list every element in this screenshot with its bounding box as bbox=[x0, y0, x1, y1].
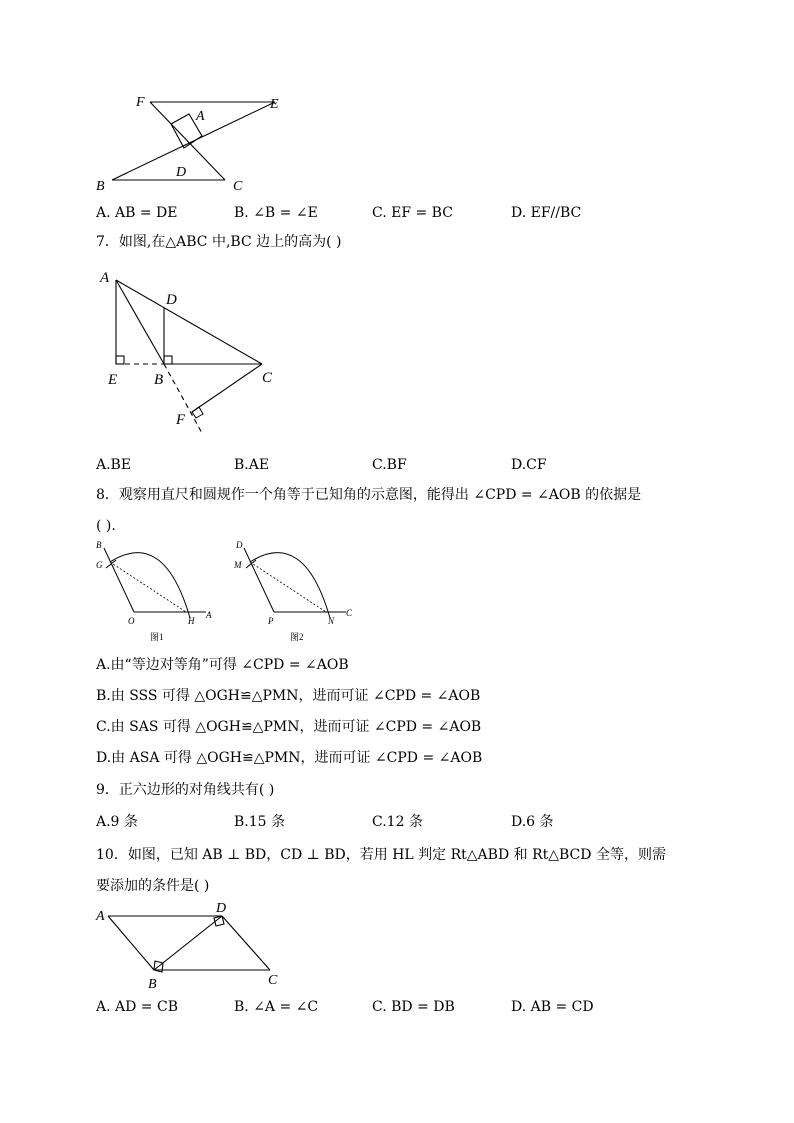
fig8-2-label-C: C bbox=[346, 608, 353, 618]
q10-stem-line1: 10．如图，已知 AB ⊥ BD，CD ⊥ BD，若用 HL 判定 Rt△ABD 和 Rt△BCD 全等，则需 bbox=[96, 847, 666, 863]
q9-option-d: D.6 条 bbox=[511, 814, 554, 830]
q9-option-c: C.12 条 bbox=[372, 814, 423, 830]
fig8-1-label-O: O bbox=[128, 616, 135, 626]
fig6-label-D: D bbox=[176, 165, 187, 180]
fig8-1-label-H: H bbox=[188, 616, 195, 626]
q10-option-b: B. ∠A = ∠C bbox=[234, 999, 319, 1015]
q10-option-c: C. BD = DB bbox=[372, 999, 455, 1015]
q9-stem: 9．正六边形的对角线共有( ) bbox=[96, 782, 275, 798]
fig8-2-label-N: N bbox=[328, 616, 335, 626]
fig8-1-caption: 图1 bbox=[150, 632, 164, 642]
figure-q10 bbox=[94, 900, 294, 992]
fig7-label-E: E bbox=[108, 372, 118, 388]
fig8-1-label-A: A bbox=[206, 610, 212, 620]
fig8-2-label-M: M bbox=[234, 560, 242, 570]
q8-stem-line2: ( ). bbox=[96, 518, 116, 534]
fig8-2-label-P: P bbox=[268, 616, 274, 626]
fig10-label-D: D bbox=[216, 901, 227, 916]
fig10-label-A: A bbox=[96, 909, 105, 924]
fig7-label-D: D bbox=[166, 292, 177, 308]
fig8-1-label-B: B bbox=[96, 540, 102, 550]
q7-option-d: D.CF bbox=[511, 457, 547, 473]
fig8-1-label-G: G bbox=[96, 560, 103, 570]
fig8-2-caption: 图2 bbox=[290, 632, 304, 642]
fig6-label-F: F bbox=[136, 95, 145, 110]
fig7-label-C: C bbox=[262, 370, 273, 386]
q8-option-c: C.由 SAS 可得 △OGH≌△PMN，进而可证 ∠CPD = ∠AOB bbox=[96, 719, 482, 735]
q7-option-c: C.BF bbox=[372, 457, 407, 473]
fig7-label-F: F bbox=[176, 412, 186, 428]
q8-option-d: D.由 ASA 可得 △OGH≌△PMN，进而可证 ∠CPD = ∠AOB bbox=[96, 750, 483, 766]
fig8-2-label-D: D bbox=[236, 540, 243, 550]
fig10-label-C: C bbox=[268, 973, 278, 988]
fig6-label-A: A bbox=[196, 109, 205, 124]
q7-option-b: B.AE bbox=[234, 457, 270, 473]
fig6-label-C: C bbox=[233, 179, 243, 194]
q10-stem-line2: 要添加的条件是( ) bbox=[96, 878, 210, 894]
q6-option-d: D. EF//BC bbox=[511, 205, 582, 221]
q8-option-a: A.由“等边对等角”可得 ∠CPD = ∠AOB bbox=[96, 657, 349, 673]
q7-option-a: A.BE bbox=[96, 457, 132, 473]
figure-q8-1 bbox=[94, 538, 220, 646]
q9-option-a: A.9 条 bbox=[96, 814, 138, 830]
q6-option-a: A. AB = DE bbox=[96, 205, 178, 221]
fig7-label-A: A bbox=[100, 270, 110, 286]
q8-stem-line1: 8．观察用直尺和圆规作一个角等于已知角的示意图，能得出 ∠CPD = ∠AOB 的依据是 bbox=[96, 487, 642, 503]
figure-q6 bbox=[90, 88, 300, 196]
q6-option-c: C. EF = BC bbox=[372, 205, 453, 221]
q8-option-b: B.由 SSS 可得 △OGH≌△PMN，进而可证 ∠CPD = ∠AOB bbox=[96, 688, 481, 704]
fig6-label-B: B bbox=[96, 179, 105, 194]
fig7-label-B: B bbox=[154, 372, 164, 388]
q7-stem: 7．如图,在△ABC 中,BC 边上的高为( ) bbox=[96, 234, 342, 250]
q6-option-b: B. ∠B = ∠E bbox=[234, 205, 318, 221]
figure-q8-2 bbox=[230, 538, 360, 646]
q10-option-d: D. AB = CD bbox=[511, 999, 594, 1015]
fig6-label-E: E bbox=[270, 97, 279, 112]
q9-option-b: B.15 条 bbox=[234, 814, 286, 830]
q10-option-a: A. AD = CB bbox=[96, 999, 178, 1015]
fig10-label-B: B bbox=[148, 977, 157, 992]
figure-q7 bbox=[96, 264, 296, 434]
